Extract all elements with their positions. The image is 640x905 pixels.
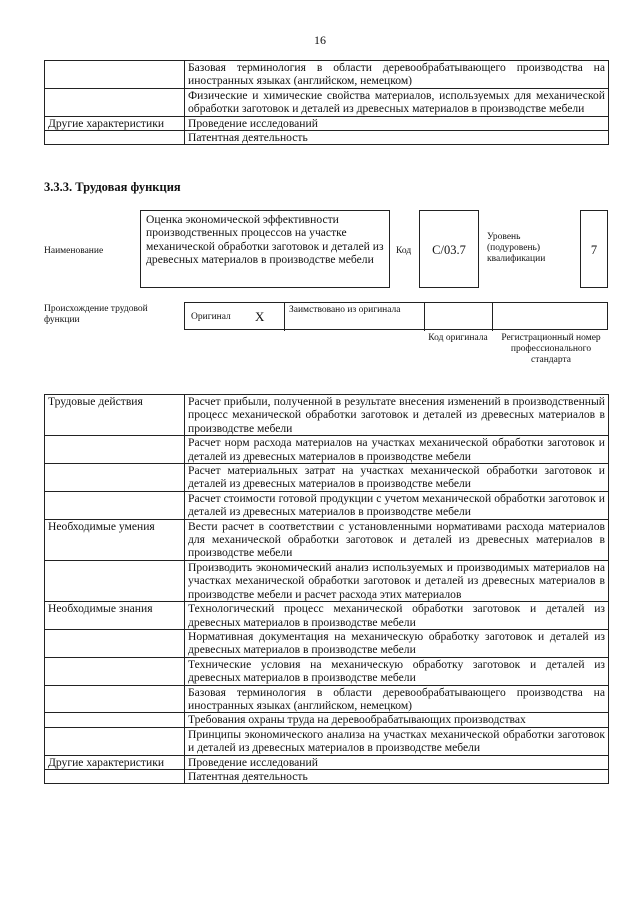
table-row (45, 395, 609, 436)
function-name-box: Оценка экономической эффективности производственных процессов на участке механической обработки заготовок и деталей из древесных материалов в производстве мебели (140, 210, 390, 288)
table-row (45, 131, 609, 145)
row-text: Нормативная документация на механическую обработку заготовок и деталей из древесных материалов в производстве мебели (185, 629, 609, 657)
table-row (45, 560, 609, 601)
group-label: Необходимые умения (45, 519, 185, 560)
table-row (45, 491, 609, 519)
name-label: Наименование (44, 246, 104, 256)
row-text: Расчет норм расхода материалов на участках механической обработки заготовок и деталей из древесных материалов в производстве мебели (185, 436, 609, 464)
row-text: Физические и химические свойства материалов, используемых для механической обработки заготовок и деталей из древесных материалов в производстве мебели (185, 88, 609, 116)
row-label (45, 131, 185, 145)
row-text: Технологический процесс механической обработки заготовок и деталей из древесных материалов в производстве мебели (185, 602, 609, 630)
group-label: Другие характеристики (45, 755, 185, 769)
code-original-label: Код оригинала (428, 333, 488, 343)
page-number: 16 (314, 33, 326, 47)
group-label: Необходимые знания (45, 602, 185, 630)
origin-label: Происхождение трудовой функции (44, 304, 148, 325)
table-row (45, 436, 609, 464)
table-row (45, 685, 609, 713)
group-label-continuation (45, 560, 185, 601)
original-cell (185, 303, 285, 331)
group-label-continuation (45, 713, 185, 727)
table-row (45, 602, 609, 630)
row-text: Расчет материальных затрат на участках механической обработки заготовок и деталей из древесных материалов в производстве мебели (185, 464, 609, 492)
table-row (45, 519, 609, 560)
row-text: Проведение исследований (185, 116, 609, 130)
table-row (45, 61, 609, 89)
group-label-continuation (45, 464, 185, 492)
group-label-continuation (45, 436, 185, 464)
section-heading: 3.3.3. Трудовая функция (44, 180, 181, 194)
group-label: Трудовые действия (45, 395, 185, 436)
row-text: Требования охраны труда на деревообрабатывающих производствах (185, 713, 609, 727)
registration-number-label: Регистрационный номер профессионального стандарта (501, 333, 601, 365)
row-text: Производить экономический анализ используемых и производимых материалов на участках механической обработки заготовок и деталей из древесных материалов в производстве мебели и расчет расхода этих материалов (185, 560, 609, 601)
group-label-continuation (45, 685, 185, 713)
original-label: Оригинал (191, 312, 231, 322)
row-text: Патентная деятельность (185, 131, 609, 145)
row-text: Вести расчет в соответствии с установленными нормативами расхода материалов для механической обработки заготовок и деталей из древесных материалов в производстве мебели (185, 519, 609, 560)
table-row (45, 727, 609, 755)
original-mark: X (255, 309, 265, 324)
row-text: Принципы экономического анализа на участках механической обработки заготовок и деталей из древесных материалов в производстве мебели (185, 727, 609, 755)
table-row (45, 769, 609, 783)
qualification-level-label: Уровень (подуровень) квалификации (487, 232, 546, 264)
table-row (45, 464, 609, 492)
table-row (45, 657, 609, 685)
origin-row (184, 302, 608, 330)
table-row (45, 88, 609, 116)
code-label: Код (396, 246, 412, 256)
qualification-level-box: 7 (580, 210, 608, 288)
row-text: Базовая терминология в области деревообрабатывающего производства на иностранных языках (английском, немецком) (185, 685, 609, 713)
row-text: Базовая терминология в области деревообрабатывающего производства на иностранных языках (английском, немецком) (185, 61, 609, 89)
row-text: Технические условия на механическую обработку заготовок и деталей из древесных материалов в производстве мебели (185, 657, 609, 685)
table-row (45, 713, 609, 727)
row-label (45, 88, 185, 116)
row-text: Патентная деятельность (185, 769, 609, 783)
registration-number-cell (493, 303, 609, 331)
group-label-continuation (45, 657, 185, 685)
labor-function-table (44, 394, 609, 784)
continued-requirements-table (44, 60, 609, 145)
table-row (45, 629, 609, 657)
table-row (45, 755, 609, 769)
group-label-continuation (45, 629, 185, 657)
row-label: Другие характеристики (45, 116, 185, 130)
row-label (45, 61, 185, 89)
function-code-box: C/03.7 (419, 210, 479, 288)
table-row (45, 116, 609, 130)
row-text: Расчет прибыли, полученной в результате внесения изменений в производственный процесс механической обработки заготовок и деталей из древесных материалов в производстве мебели (185, 395, 609, 436)
group-label-continuation (45, 769, 185, 783)
borrowed-label: Заимствовано из оригинала (289, 305, 401, 315)
row-text: Расчет стоимости готовой продукции с учетом механической обработки заготовок и деталей из древесных материалов в производстве мебели (185, 491, 609, 519)
group-label-continuation (45, 727, 185, 755)
group-label-continuation (45, 491, 185, 519)
row-text: Проведение исследований (185, 755, 609, 769)
borrowed-cell (285, 303, 425, 331)
code-original-cell (425, 303, 493, 331)
